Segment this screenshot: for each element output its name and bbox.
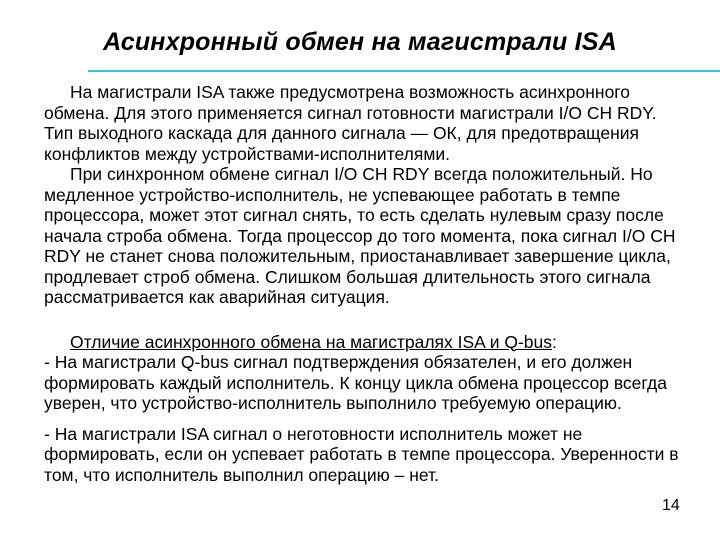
title-divider <box>88 70 720 72</box>
comparison-heading-text: Отличие асинхронного обмена на магистралях ISA и Q-bus <box>70 331 553 352</box>
paragraph-async-intro: На магистрали ISA также предусмотрена возможность асинхронного обмена. Для этого применяется сигнал готовности магистрали I/O CH RDY. Тип выходного каскада для данного сигнала — ОК, для предотвращения конфликтов между устройствами-исполнителями. <box>44 82 657 164</box>
list-item-isa: - На магистрали ISA сигнал о неготовности исполнитель может не формировать, если он успевает работать в темпе процессора. Уверенности в том, что исполнитель выполнил операцию – нет. <box>44 423 679 485</box>
comparison-heading-colon: : <box>552 331 557 352</box>
slide-body <box>44 82 684 485</box>
slide-title: Асинхронный обмен на магистрали ISA <box>103 28 617 56</box>
list-item-qbus: - На магистрали Q-bus сигнал подтверждения обязателен, и его должен формировать каждый исполнитель. К концу цикла обмена процессор всегда уверен, что устройство-исполнитель выполнило требуемую операцию. <box>44 352 667 413</box>
paragraph-sync-exchange: При синхронном обмене сигнал I/O CH RDY всегда положительный. Но медленное устройство-исполнитель, не успевающее работать в темпе процессора, может этот сигнал снять, то есть сделать нулевым сразу после начала строба обмена. Тогда процессор до того момента, пока сигнал I/O CH RDY не станет снова положительным, приостанавливает завершение цикла, продлевает строб обмена. Слишком большая длительность этого сигнала рассматривается как аварийная ситуация. <box>44 164 676 307</box>
page-number: 14 <box>662 497 680 514</box>
comparison-heading <box>44 332 684 353</box>
